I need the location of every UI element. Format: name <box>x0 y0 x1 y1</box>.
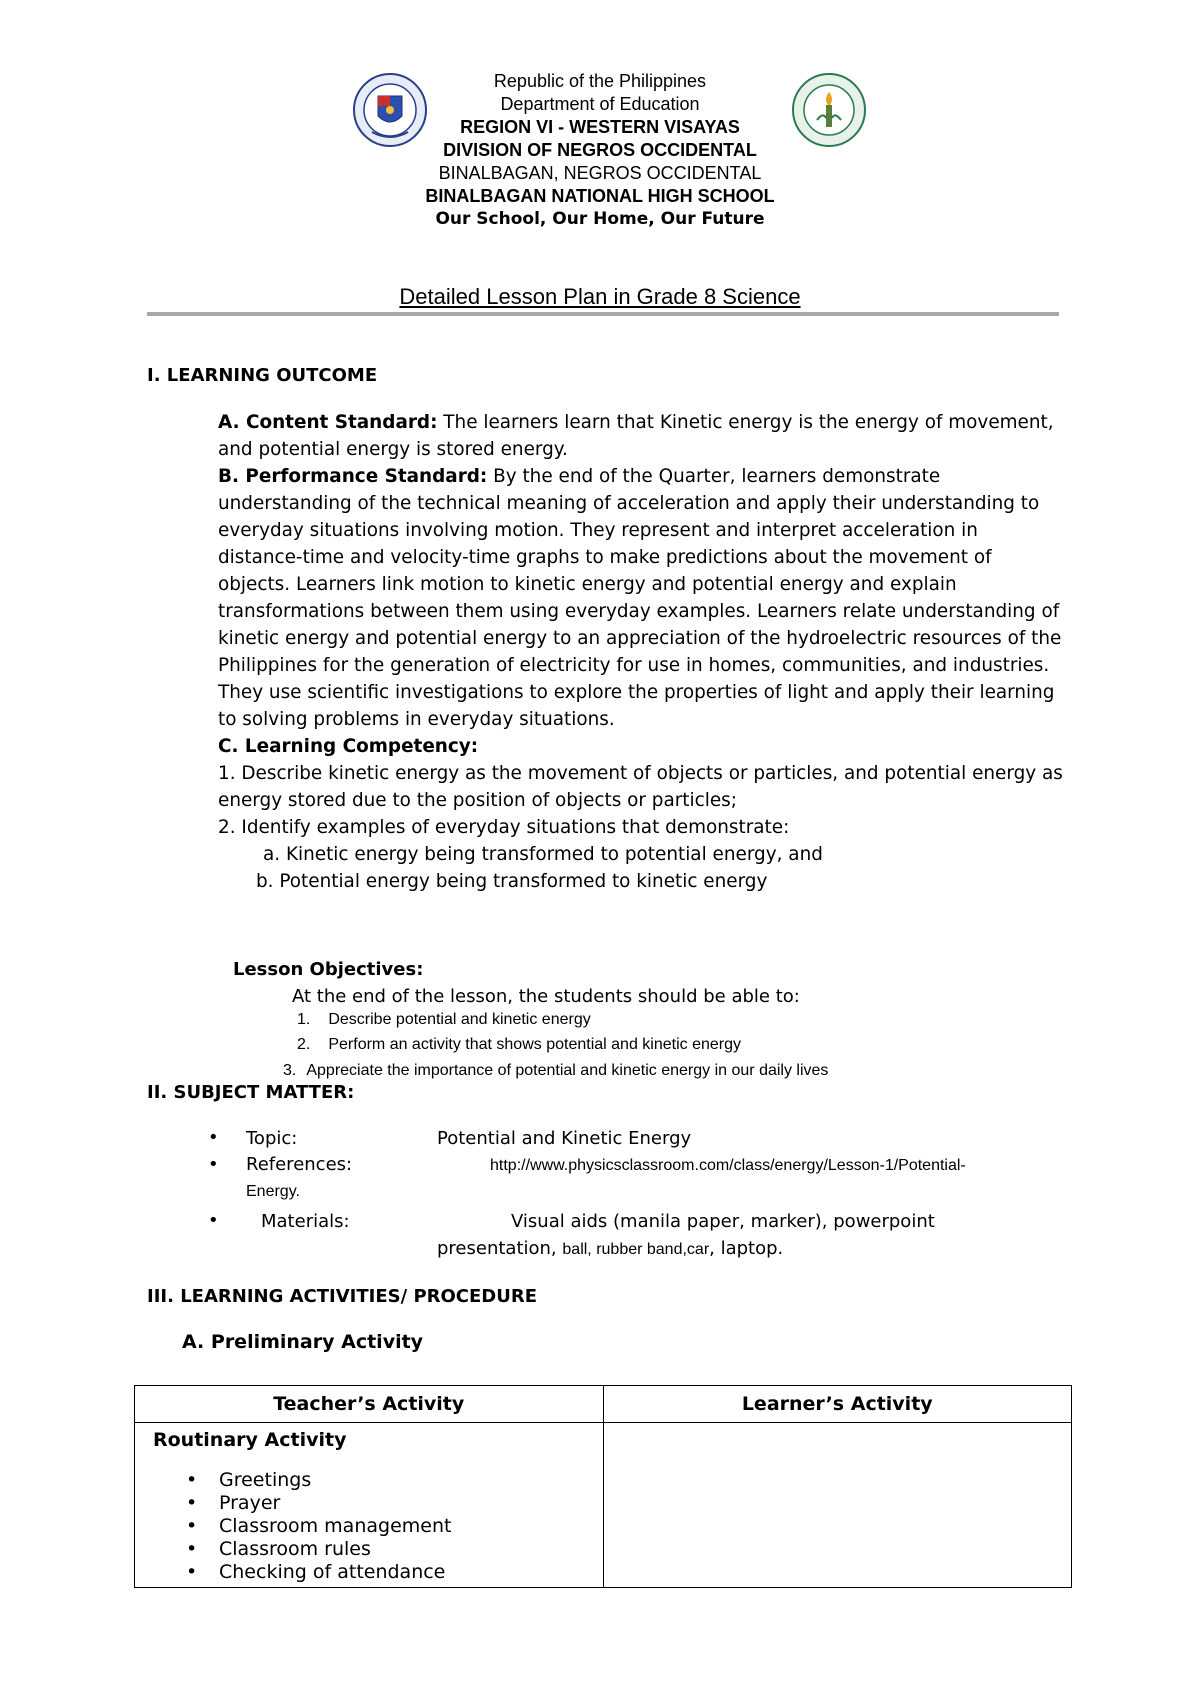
table-header-row <box>135 1386 1072 1423</box>
section-heading-subject-matter: II. SUBJECT MATTER: <box>147 1082 355 1103</box>
materials-value: Visual aids (manila paper, marker), powerpoint <box>511 1211 935 1232</box>
preliminary-activity-heading: A. Preliminary Activity <box>182 1331 424 1353</box>
content-standard-text: The learners learn that Kinetic energy is the energy of movement, and potential energy is stored energy. <box>218 412 1054 460</box>
references-value: http://www.physicsclassroom.com/class/energy/Lesson-1/Potential- <box>490 1157 966 1174</box>
lesson-objectives-intro: At the end of the lesson, the students should be able to: <box>292 986 800 1007</box>
header-motto: Our School, Our Home, Our Future <box>435 209 765 229</box>
content-standard <box>218 409 1068 463</box>
learner-activity-cell <box>603 1423 1072 1588</box>
teacher-activity-cell <box>135 1423 604 1588</box>
header-region: REGION VI - WESTERN VISAYAS <box>460 117 740 137</box>
competency-item-2: 2. Identify examples of everyday situations that demonstrate: <box>218 817 790 838</box>
list-item: • Prayer <box>219 1492 603 1515</box>
page-title: Detailed Lesson Plan in Grade 8 Science <box>399 284 801 309</box>
list-item: • Checking of attendance <box>219 1561 603 1584</box>
learning-competency-label: C. Learning Competency: <box>218 736 479 757</box>
references-value-cont: Energy. <box>246 1183 300 1200</box>
learner-activity-header: Learner’s Activity <box>603 1386 1072 1423</box>
lesson-objectives-heading: Lesson Objectives: <box>233 959 424 980</box>
list-item: • Classroom rules <box>219 1538 603 1561</box>
header-location: BINALBAGAN, NEGROS OCCIDENTAL <box>438 163 762 183</box>
bullet-icon: • <box>208 1127 219 1148</box>
competency-item-2a: a. Kinetic energy being transformed to potential energy, and <box>263 844 823 865</box>
materials-label: Materials: <box>261 1211 350 1232</box>
learning-outcome-body <box>218 409 1068 895</box>
competency-item-2b: b. Potential energy being transformed to kinetic energy <box>256 871 768 892</box>
bullet-icon: • <box>208 1210 219 1231</box>
performance-standard <box>218 463 1068 733</box>
routinary-activity-list <box>135 1469 603 1584</box>
list-item: • Greetings <box>219 1469 603 1492</box>
performance-standard-label: B. Performance Standard: <box>218 466 488 487</box>
objective-item: 2. Perform an activity that shows potential and kinetic energy <box>297 1036 741 1053</box>
materials-value-cont: presentation, ball, rubber band,car, laptop. <box>437 1238 784 1259</box>
header-country: Republic of the Philippines <box>493 71 707 91</box>
section-heading-learning-activities: III. LEARNING ACTIVITIES/ PROCEDURE <box>147 1286 538 1307</box>
header-division: DIVISION OF NEGROS OCCIDENTAL <box>443 140 757 160</box>
topic-label: Topic: <box>246 1128 298 1149</box>
performance-standard-text: By the end of the Quarter, learners demonstrate understanding of the technical meaning of acceleration and apply their understanding to everyday situations involving motion. They represent and interpret acceleration in distance-time and velocity-time graphs to make predictions about the movement of objects. Learners link motion to kinetic energy and potential energy and explain transformations between them using everyday examples. Learners relate understanding of kinetic energy and potential energy to an appreciation of the hydroelectric resources of the Philippines for the generation of electricity for use in homes, communities, and industries. They use scientific investigations to explore the properties of light and apply their learning to solving problems in everyday situations. <box>218 466 1062 730</box>
title-divider <box>147 312 1059 316</box>
table-row <box>135 1423 1072 1588</box>
topic-value: Potential and Kinetic Energy <box>437 1128 692 1149</box>
teacher-activity-header: Teacher’s Activity <box>135 1386 604 1423</box>
bullet-icon: • <box>208 1154 219 1175</box>
letterhead <box>0 70 1200 231</box>
activity-table <box>134 1385 1072 1588</box>
routinary-activity-heading: Routinary Activity <box>153 1429 347 1451</box>
competency-item-1: 1. Describe kinetic energy as the movement of objects or particles, and potential energy as energy stored due to the position of objects or particles; <box>218 763 1063 811</box>
references-label: References: <box>246 1154 353 1175</box>
section-heading-learning-outcome: I. LEARNING OUTCOME <box>147 365 378 386</box>
header-school: BINALBAGAN NATIONAL HIGH SCHOOL <box>425 186 775 206</box>
objective-item: 1. Describe potential and kinetic energy <box>297 1011 591 1028</box>
list-item: • Classroom management <box>219 1515 603 1538</box>
content-standard-label: A. Content Standard: <box>218 412 438 433</box>
header-department: Department of Education <box>500 94 700 114</box>
objective-item: 3. Appreciate the importance of potential and kinetic energy in our daily lives <box>283 1062 829 1079</box>
